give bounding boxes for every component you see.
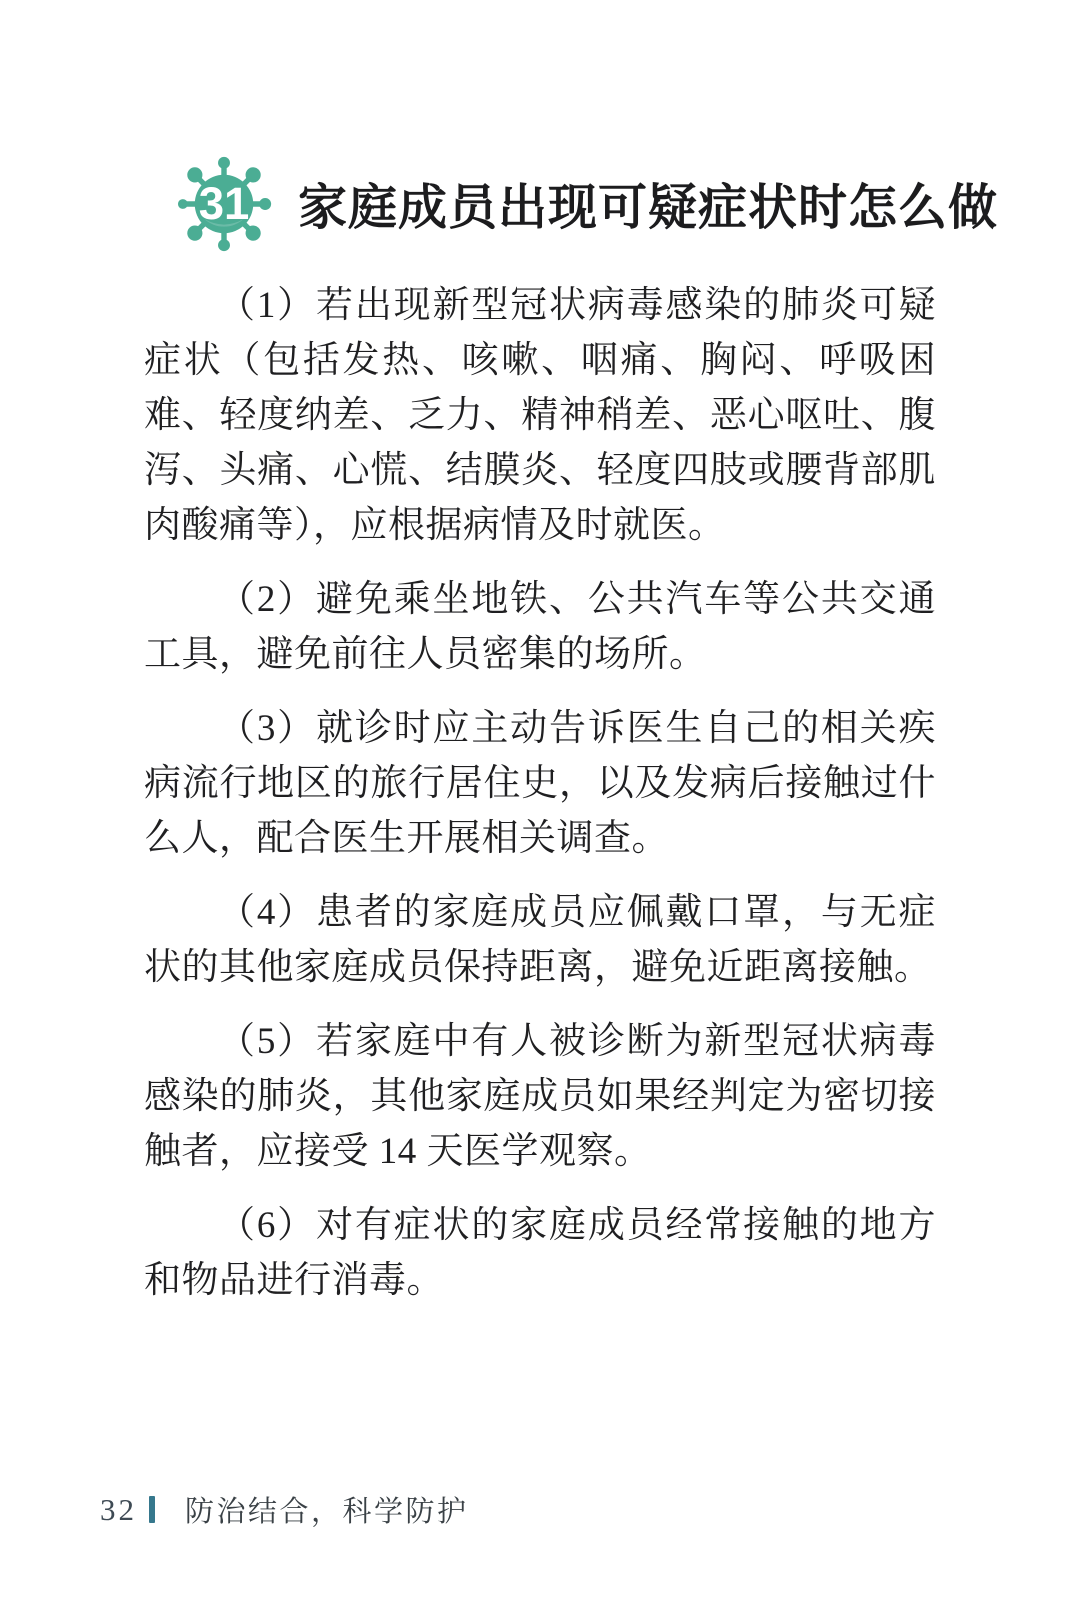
section-number: 31 [198, 178, 250, 230]
footer-slogan: 防治结合，科学防护 [185, 1496, 469, 1528]
page-footer [100, 1489, 469, 1530]
footer-divider-bar [149, 1496, 155, 1523]
section-header [172, 152, 999, 256]
paragraph-5: （5）若家庭中有人被诊断为新型冠状病毒感染的肺炎，其他家庭成员如果经判定为密切接触者，应接受 14 天医学观察。 [144, 1021, 936, 1172]
paragraph-3: （3）就诊时应主动告诉医生自己的相关疾病流行地区的旅行居住史，以及发病后接触过什么人，配合医生开展相关调查。 [144, 708, 936, 859]
paragraph-1: （1）若出现新型冠状病毒感染的肺炎可疑症状（包括发热、咳嗽、咽痛、胸闷、呼吸困难、轻度纳差、乏力、精神稍差、恶心呕吐、腹泻、头痛、心慌、结膜炎、轻度四肢或腰背部肌肉酸痛等），应根据病情及时就医。 [144, 285, 936, 546]
section-title: 家庭成员出现可疑症状时怎么做 [298, 181, 999, 235]
paragraph-4: （4）患者的家庭成员应佩戴口罩，与无症状的其他家庭成员保持距离，避免近距离接触。 [144, 892, 936, 988]
page-number: 32 [100, 1491, 137, 1527]
paragraph-6: （6）对有症状的家庭成员经常接触的地方和物品进行消毒。 [144, 1205, 936, 1301]
virus-icon [172, 152, 276, 256]
body-content [144, 278, 936, 1327]
paragraph-2: （2）避免乘坐地铁、公共汽车等公共交通工具，避免前往人员密集的场所。 [144, 579, 936, 675]
